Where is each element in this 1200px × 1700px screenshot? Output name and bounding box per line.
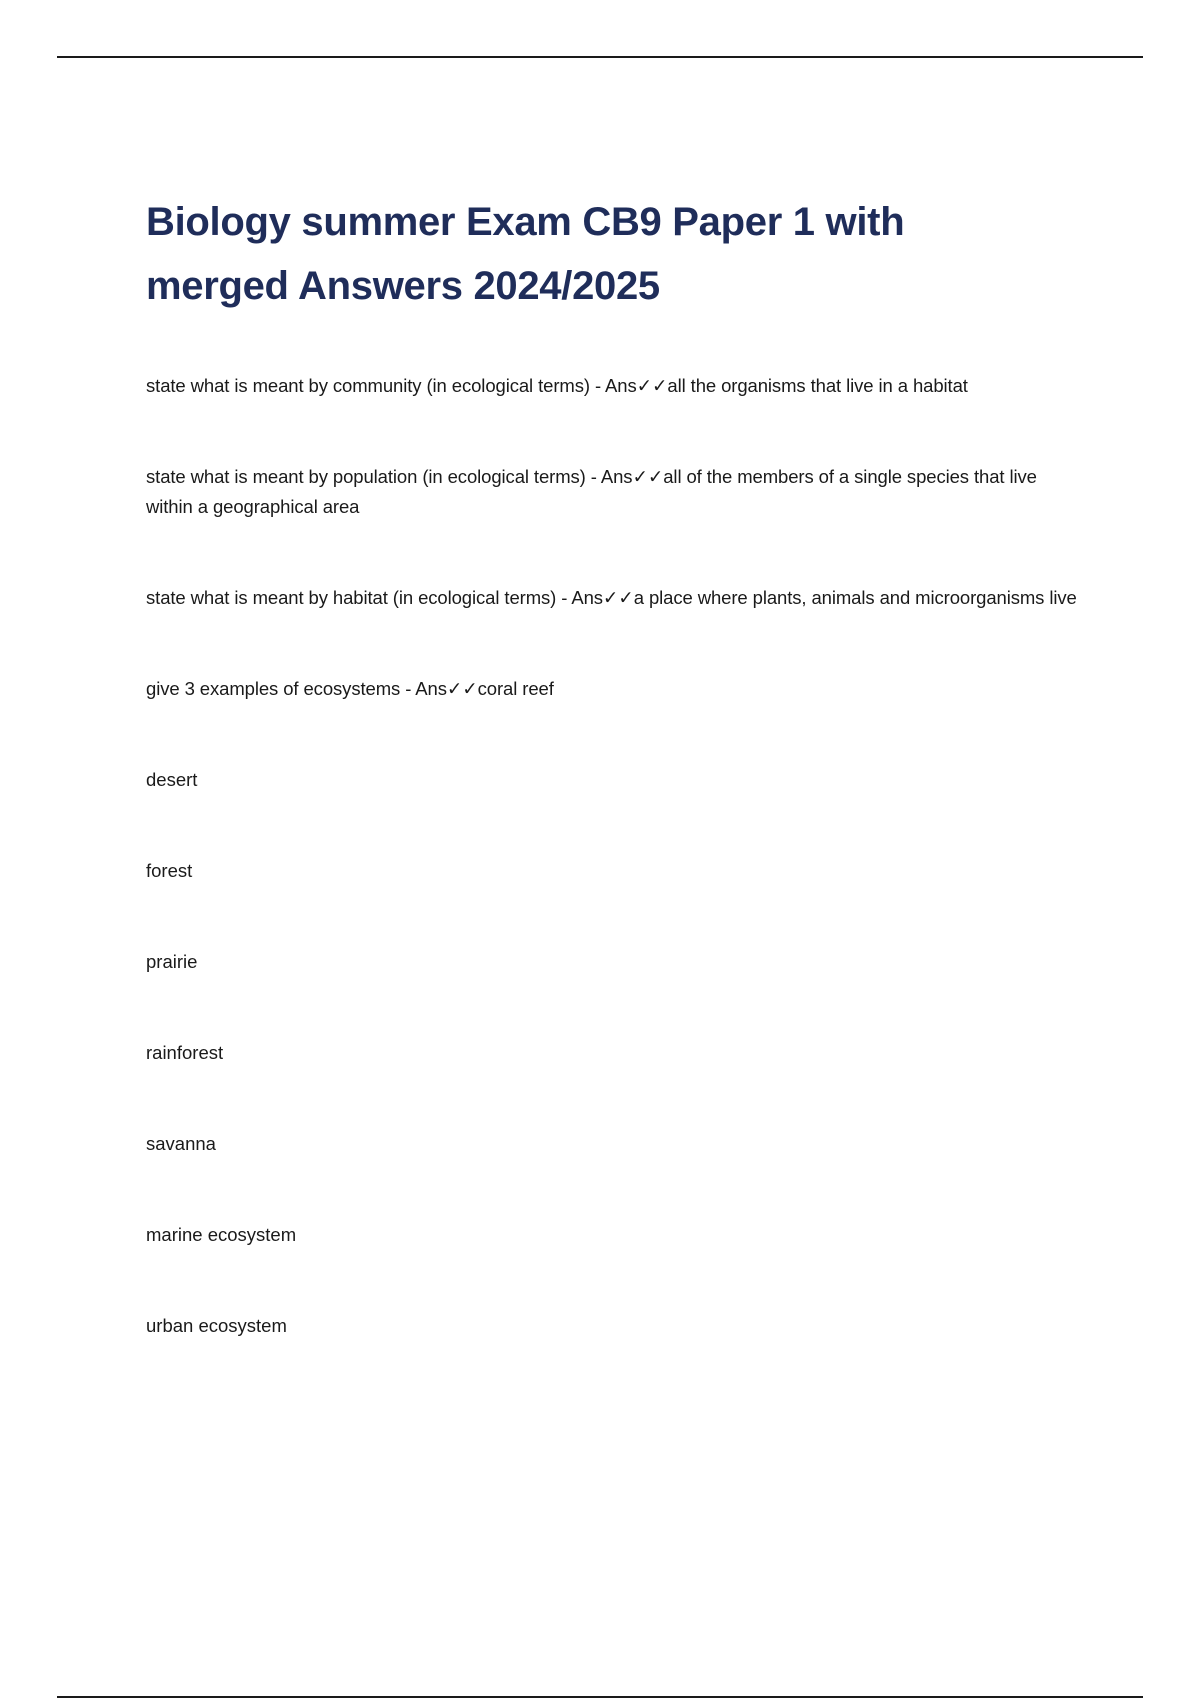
list-item: rainforest: [146, 1042, 224, 1063]
list-item: marine ecosystem: [146, 1224, 297, 1245]
list-item: desert: [146, 769, 198, 790]
list-item: forest: [146, 860, 193, 881]
qa-item-ecosystems: give 3 examples of ecosystems - Ans✓✓coral reef: [146, 678, 554, 699]
ecosystem-examples-list: [146, 765, 1086, 1341]
qa-item-population: state what is meant by population (in ecological terms) - Ans✓✓all of the members of a single species that live within a geographical area: [146, 466, 1037, 517]
list-item: prairie: [146, 951, 198, 972]
qa-item-habitat: state what is meant by habitat (in ecological terms) - Ans✓✓a place where plants, animals and microorganisms live: [146, 587, 1077, 608]
qa-list: [146, 371, 1086, 704]
document-body: [146, 190, 1086, 1402]
document-title: Biology summer Exam CB9 Paper 1 with merged Answers 2024/2025: [146, 200, 905, 308]
list-item: savanna: [146, 1133, 216, 1154]
list-item: urban ecosystem: [146, 1315, 287, 1336]
qa-item-community: state what is meant by community (in ecological terms) - Ans✓✓all the organisms that live in a habitat: [146, 375, 968, 396]
bottom-rule: [57, 1696, 1143, 1698]
top-rule: [57, 56, 1143, 58]
